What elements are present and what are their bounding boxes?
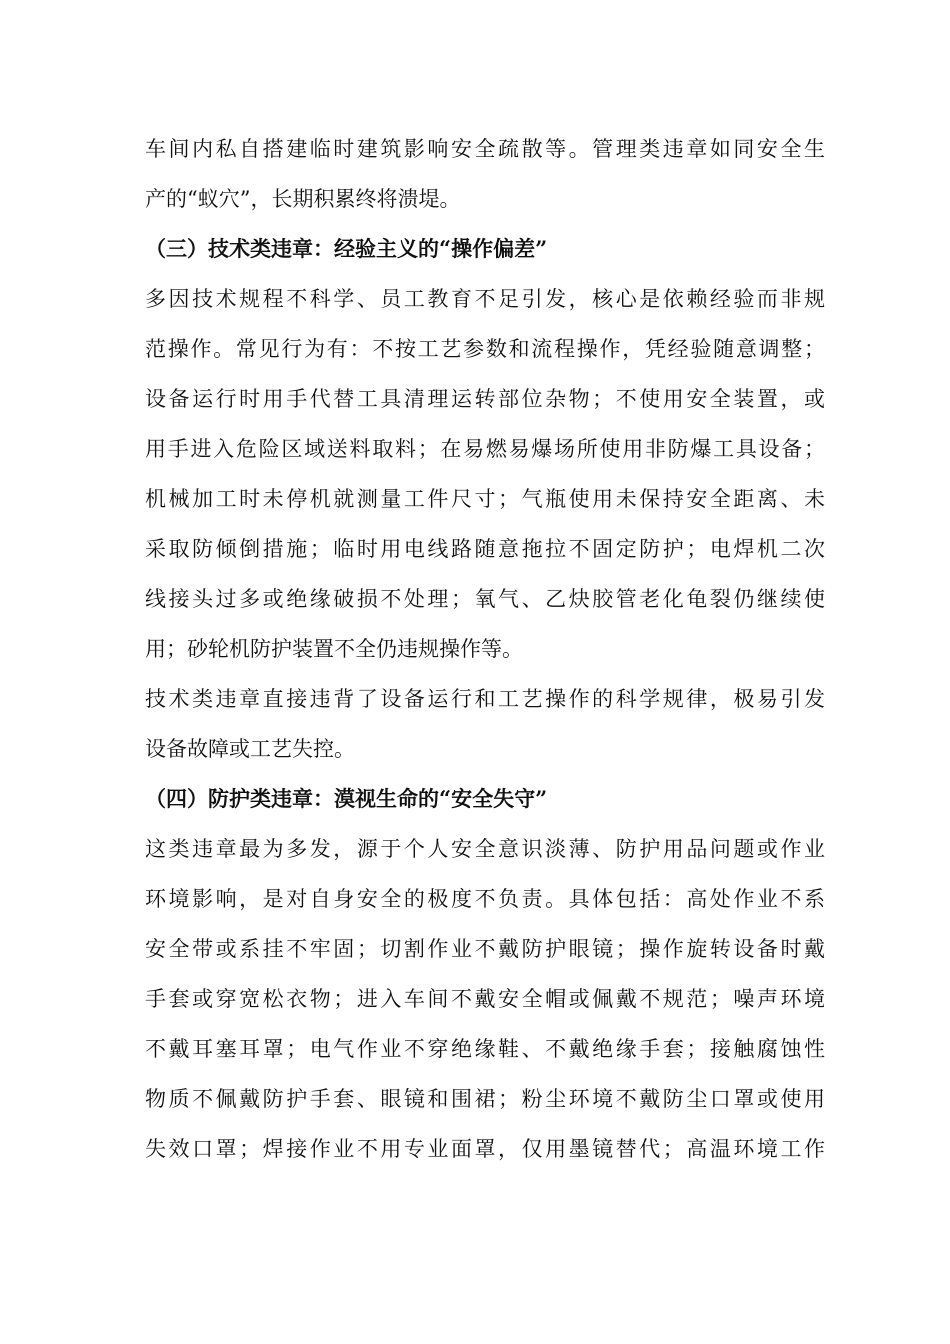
paragraph-line: 车间内私自搭建临时建筑影响安全疏散等。管理类违章如同安全生 <box>145 137 825 161</box>
paragraph-line: 环境影响，是对自身安全的极度不负责。具体包括：高处作业不系 <box>145 887 825 911</box>
section-heading: （四）防护类违章：漠视生命的“安全失守” <box>145 786 548 811</box>
paragraph-line: 用手进入危险区域送料取料；在易燃易爆场所使用非防爆工具设备； <box>145 437 825 461</box>
paragraph-line: 范操作。常见行为有：不按工艺参数和流程操作，凭经验随意调整； <box>145 337 825 361</box>
paragraph-line: 技术类违章直接违背了设备运行和工艺操作的科学规律，极易引发 <box>145 687 825 711</box>
section-heading: （三）技术类违章：经验主义的“操作偏差” <box>145 236 548 261</box>
paragraph-line: 线接头过多或绝缘破损不处理；氧气、乙炔胶管老化龟裂仍继续使 <box>145 587 825 611</box>
paragraph-line: 失效口罩；焊接作业不用专业面罩，仅用墨镜替代；高温环境工作 <box>145 1137 825 1161</box>
paragraph-line: 设备运行时用手代替工具清理运转部位杂物；不使用安全装置，或 <box>145 387 825 411</box>
paragraph-line: 物质不佩戴防护手套、眼镜和围裙；粉尘环境不戴防尘口罩或使用 <box>145 1087 825 1111</box>
paragraph-line: 设备故障或工艺失控。 <box>145 737 355 761</box>
paragraph-line: 采取防倾倒措施；临时用电线路随意拖拉不固定防护；电焊机二次 <box>145 537 825 561</box>
paragraph-line: 机械加工时未停机就测量工件尺寸；气瓶使用未保持安全距离、未 <box>145 487 825 511</box>
paragraph-line: 手套或穿宽松衣物；进入车间不戴安全帽或佩戴不规范；噪声环境 <box>145 987 825 1011</box>
paragraph-line: 不戴耳塞耳罩；电气作业不穿绝缘鞋、不戴绝缘手套；接触腐蚀性 <box>145 1037 825 1061</box>
paragraph-line: 用；砂轮机防护装置不全仍违规操作等。 <box>145 637 523 661</box>
document-page <box>145 124 825 1174</box>
paragraph-line: 多因技术规程不科学、员工教育不足引发，核心是依赖经验而非规 <box>145 287 825 311</box>
paragraph-line: 产的“蚁穴”，长期积累终将溃堤。 <box>145 187 461 211</box>
paragraph-line: 这类违章最为多发，源于个人安全意识淡薄、防护用品问题或作业 <box>145 837 825 861</box>
paragraph-line: 安全带或系挂不牢固；切割作业不戴防护眼镜；操作旋转设备时戴 <box>145 937 825 961</box>
